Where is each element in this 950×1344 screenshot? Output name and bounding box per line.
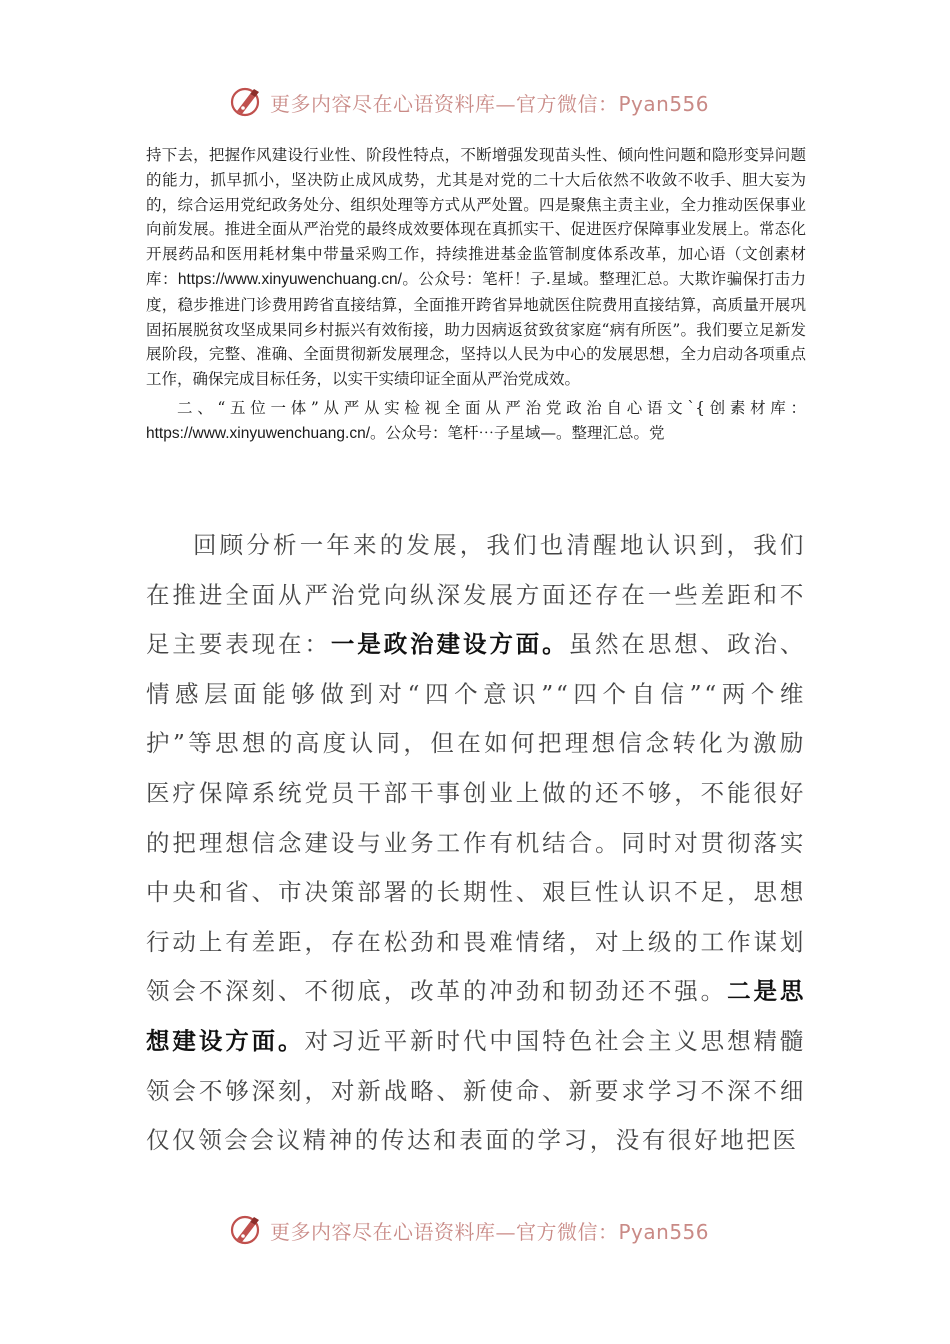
point-one-heading: 一是政治建设方面。 <box>330 630 569 659</box>
continued-text-block <box>146 143 806 447</box>
point-two-heading: 二是思想建设方面。 <box>146 977 806 1055</box>
paragraph-fourth-point: 持下去，把握作风建设行业性、阶段性特点，不断增强发现苗头性、倾向性问题和隐形变异问题的能力，抓早抓小，坚决防止成风成势，尤其是对党的二十大后依然不收敛不收手、胆大妄为的，综合运用党纪政务处分、组织处理等方式从严处置。四是聚焦主责主业，全力推动医保事业向前发展。推进全面从严治党的最终成效要体现在真抓实干、促进医疗保障事业发展上。常态化开展药品和医用耗材集中带量采购工作，持续推进基金监管制度体系改革，加心语（文创素材库：https://www.xinyuwenchuang.cn/。公众号：笔杆！子.星域。整理汇总。大欺诈骗保打击力度，稳步推进门诊费用跨省直接结算，全面推开跨省异地就医住院费用直接结算，高质量开展巩固拓展脱贫攻坚成果同乡村振兴有效衔接，助力因病返贫致贫家庭“病有所医”。我们要立足新发展阶段，完整、准确、全面贯彻新发展理念，坚持以人民为中心的发展思想，全力启动各项重点工作，确保完成目标任务，以实干实绩印证全面从严治党成效。 <box>146 146 806 389</box>
pen-nib-circle-icon <box>228 84 264 120</box>
watermark-text: 更多内容尽在心语资料库—官方微信：Pyan556 <box>270 91 710 116</box>
wechat-id: Pyan556 <box>618 91 710 116</box>
pen-nib-circle-icon <box>228 1212 264 1248</box>
source-url: https://www.xinyuwenchuang.cn/ <box>177 270 402 288</box>
review-paragraph: 回顾分析一年来的发展，我们也清醒地认识到，我们在推进全面从严治党向纵深发展方面还存在一些差距和不足主要表现在：一是政治建设方面。虽然在思想、政治、情感层面能够做到对“四个意识”“四个自信”“两个维护”等思想的高度认同，但在如何把理想信念转化为激励医疗保障系统党员干部干事创业上做的还不够，不能很好的把理想信念建设与业务工作有机结合。同时对贯彻落实中央和省、市决策部署的长期性、艰巨性认识不足，思想行动上有差距，存在松劲和畏难情绪，对上级的工作谋划领会不深刻、不彻底，改革的冲劲和韧劲还不强。二是思想建设方面。对习近平新时代中国特色社会主义思想精髓领会不够深刻，对新战略、新使命、新要求学习不深不细仅仅领会会议精神的传达和表面的学习，没有很好地把医 <box>146 531 807 1155</box>
header-watermark <box>228 82 748 122</box>
footer-watermark <box>228 1210 748 1250</box>
watermark-text: 更多内容尽在心语资料库—官方微信：Pyan556 <box>270 1219 710 1244</box>
main-text-block <box>146 521 806 1166</box>
section-two-heading: 二、“五位一体”从严从实检视全面从严治党政治自心语文`{创素材库：https://www.xinyuwenchuang.cn/。公众号：笔杆⋯子星域—。整理汇总。党 <box>146 398 806 442</box>
source-url: https://www.xinyuwenchuang.cn/ <box>146 424 371 442</box>
wechat-id: Pyan556 <box>618 1219 710 1244</box>
